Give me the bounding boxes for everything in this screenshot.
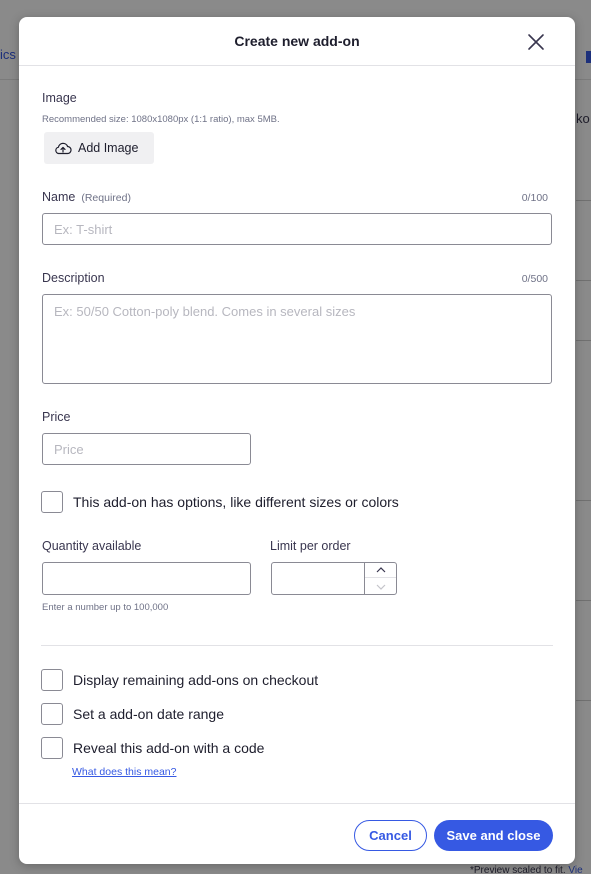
reveal-code-label: Reveal this add-on with a code xyxy=(73,740,265,756)
image-hint: Recommended size: 1080x1080px (1:1 ratio), max 5MB. xyxy=(42,114,280,125)
close-icon xyxy=(525,31,547,53)
cloud-upload-icon xyxy=(54,141,72,155)
close-button[interactable] xyxy=(525,31,547,53)
required-note: (Required) xyxy=(81,192,131,204)
price-label: Price xyxy=(42,410,71,424)
decrement-button[interactable] xyxy=(365,579,396,594)
cancel-button[interactable]: Cancel xyxy=(354,820,427,851)
price-input[interactable] xyxy=(42,433,251,465)
what-does-this-mean-link[interactable]: What does this mean? xyxy=(72,766,177,778)
options-checkbox-row xyxy=(41,491,399,513)
date-range-checkbox[interactable] xyxy=(41,703,63,725)
description-label: Description xyxy=(42,271,105,285)
limit-stepper xyxy=(271,562,397,595)
background-panel-text: ko xyxy=(576,104,591,134)
increment-button[interactable] xyxy=(365,563,396,578)
quantity-label: Quantity available xyxy=(42,539,142,553)
reveal-code-checkbox[interactable] xyxy=(41,737,63,759)
create-addon-modal xyxy=(19,17,575,864)
description-counter: 0/500 xyxy=(521,273,548,285)
view-link[interactable]: Vie xyxy=(568,865,583,874)
display-remaining-label: Display remaining add-ons on checkout xyxy=(73,672,319,688)
modal-title: Create new add-on xyxy=(234,33,360,49)
add-image-button[interactable] xyxy=(44,132,154,164)
name-input[interactable] xyxy=(42,213,552,245)
modal-body xyxy=(19,66,575,803)
save-and-close-button[interactable]: Save and close xyxy=(434,820,553,851)
options-checkbox-label: This add-on has options, like different sizes or colors xyxy=(73,494,399,510)
modal-header xyxy=(19,17,575,66)
modal-footer xyxy=(19,803,575,864)
name-label xyxy=(42,190,131,204)
chevron-down-icon xyxy=(376,584,386,590)
background-tab: ics xyxy=(0,47,16,62)
chevron-up-icon xyxy=(376,567,386,573)
quantity-hint: Enter a number up to 100,000 xyxy=(42,602,169,613)
checkbox-row-display-remaining xyxy=(41,669,318,691)
section-divider xyxy=(41,645,553,646)
name-label-text: Name xyxy=(42,190,76,204)
stepper-buttons xyxy=(364,562,397,595)
limit-label: Limit per order xyxy=(270,539,351,553)
display-remaining-checkbox[interactable] xyxy=(41,669,63,691)
checkbox-row-reveal-code xyxy=(41,737,264,759)
options-checkbox[interactable] xyxy=(41,491,63,513)
image-label: Image xyxy=(42,91,77,105)
name-counter: 0/100 xyxy=(521,192,548,204)
limit-input[interactable] xyxy=(271,562,365,595)
quantity-input[interactable] xyxy=(42,562,251,595)
description-textarea[interactable] xyxy=(42,294,552,384)
preview-note: *Preview scaled to fit. Vie xyxy=(470,865,583,874)
add-image-label: Add Image xyxy=(78,141,139,155)
checkbox-row-date-range xyxy=(41,703,224,725)
date-range-label: Set a add-on date range xyxy=(73,706,225,722)
